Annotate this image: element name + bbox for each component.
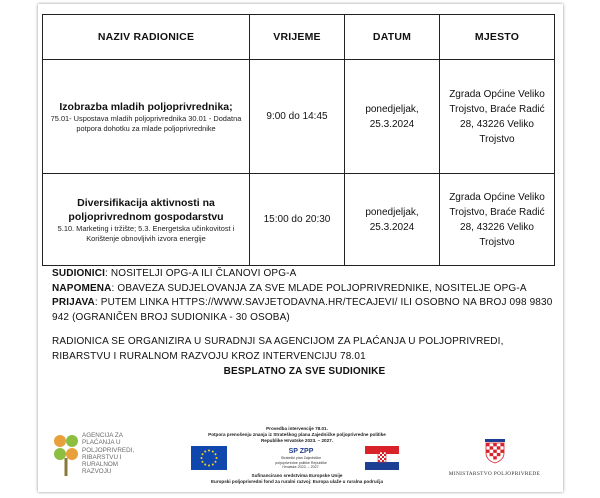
workshop-time: 9:00 do 14:45 (250, 60, 345, 174)
header-datum: DATUM (345, 15, 440, 60)
sp-zpp-subtitle: Strateški plan Zajedničke poljoprivredne politike Republike Hrvatske 2023. – 2027. (275, 456, 327, 470)
sp-zpp-title: SP ZPP (288, 448, 314, 456)
header-mjesto: MJESTO (440, 15, 555, 60)
napomena-label: NAPOMENA (52, 282, 112, 294)
banner-support: Potpora prenošenju znanja iz Strateškog plana Zajedničke poljoprivredne politike (208, 431, 386, 437)
agency-leaf-icon (52, 432, 80, 480)
radionica-note: RADIONICA SE ORGANIZIRA U SURADNJI SA AGENCIJOM ZA PLAĆANJA U POLJOPRIVREDI, RIBARSTVU I RURALNOM RAZVOJU KROZ INTERVENCIJU 78.01 (52, 336, 504, 362)
napomena-text: : OBAVEZA SUDJELOVANJA ZA SVE MLADE POLJOPRIVREDNIKE, NOSITELJE OPG-A (111, 282, 527, 294)
banner-years: Republike Hrvatske 2023. – 2027. (260, 437, 333, 443)
funding-banner (167, 426, 427, 484)
workshop-name-cell (43, 174, 250, 266)
workshop-title: Diversifikacija aktivnosti na poljoprivrednom gospodarstvu (68, 196, 224, 223)
workshop-date: ponedjeljak, 25.3.2024 (345, 174, 440, 266)
napomena-line (52, 282, 557, 297)
workshop-name-cell (43, 60, 250, 174)
table-row (43, 60, 555, 174)
workshop-title: Izobrazba mladih poljoprivrednika; (59, 100, 233, 113)
ministry-logo (437, 438, 552, 477)
prijava-text: : PUTEM LINKA HTTPS://WWW.SAVJETODAVNA.HR/TECAJEVI/ ILI OSOBNO NA BROJ 098 9830 942 (OGRANIČEN BROJ SUDIONIKA - 30 OSOBA) (52, 297, 553, 323)
sudionici-line (52, 267, 557, 282)
workshop-flyer (38, 4, 563, 492)
workshop-description: 5.10. Marketing i tržište; 5.3. Energetska učinkovitost i Korištenje obnovljivih izvora energije (57, 223, 235, 243)
table-header-row (43, 15, 555, 60)
sp-zpp-logo (271, 445, 331, 469)
agency-name: AGENCIJA ZA PLAĆANJA U POLJOPRIVREDI, RIBARSTVU I RURALNOM RAZVOJU (82, 432, 135, 476)
info-section (52, 267, 557, 380)
croatian-coat-of-arms-icon (484, 438, 506, 464)
workshop-schedule-table (42, 14, 555, 266)
workshop-time: 15:00 do 20:30 (250, 174, 345, 266)
free-notice: BESPLATNO ZA SVE SUDIONIKE (223, 366, 386, 377)
croatia-flag-icon (365, 446, 399, 470)
banner-cofinanced: Sufinancirano sredstvima Europske Unije (251, 473, 343, 479)
prijava-line (52, 296, 557, 325)
header-naziv-radionice: NAZIV RADIONICE (43, 15, 250, 60)
workshop-place: Zgrada Općine Veliko Trojstvo, Braće Radić 28, 43226 Veliko Trojstvo (440, 174, 555, 266)
eu-flag-icon (191, 446, 227, 470)
sudionici-label: SUDIONICI (52, 268, 106, 279)
agency-logo (52, 432, 162, 482)
header-vrijeme: VRIJEME (250, 15, 345, 60)
sudionici-text: : NOSITELJI OPG-A ILI ČLANOVI OPG-A (105, 268, 297, 279)
workshop-date: ponedjeljak, 25.3.2024 (345, 60, 440, 174)
prijava-label: PRIJAVA (52, 297, 95, 308)
table-row (43, 174, 555, 266)
banner-eafrd: Europski poljoprivredni fond za ruralni razvoj: Europa ulaže u ruralna područja (210, 479, 384, 485)
footer-logos (52, 424, 552, 486)
workshop-description: 75.01- Uspostava mladih poljoprivrednika 30.01 - Dodatna potpora dohotku za mlade poljoprivrednike (50, 113, 242, 133)
ministry-name: MINISTARSTVO POLJOPRIVREDE (448, 471, 541, 477)
workshop-place: Zgrada Općine Veliko Trojstvo, Braće Radić 28, 43226 Veliko Trojstvo (440, 60, 555, 174)
banner-intervention: Provedba intervencije 78.01. (266, 426, 328, 431)
